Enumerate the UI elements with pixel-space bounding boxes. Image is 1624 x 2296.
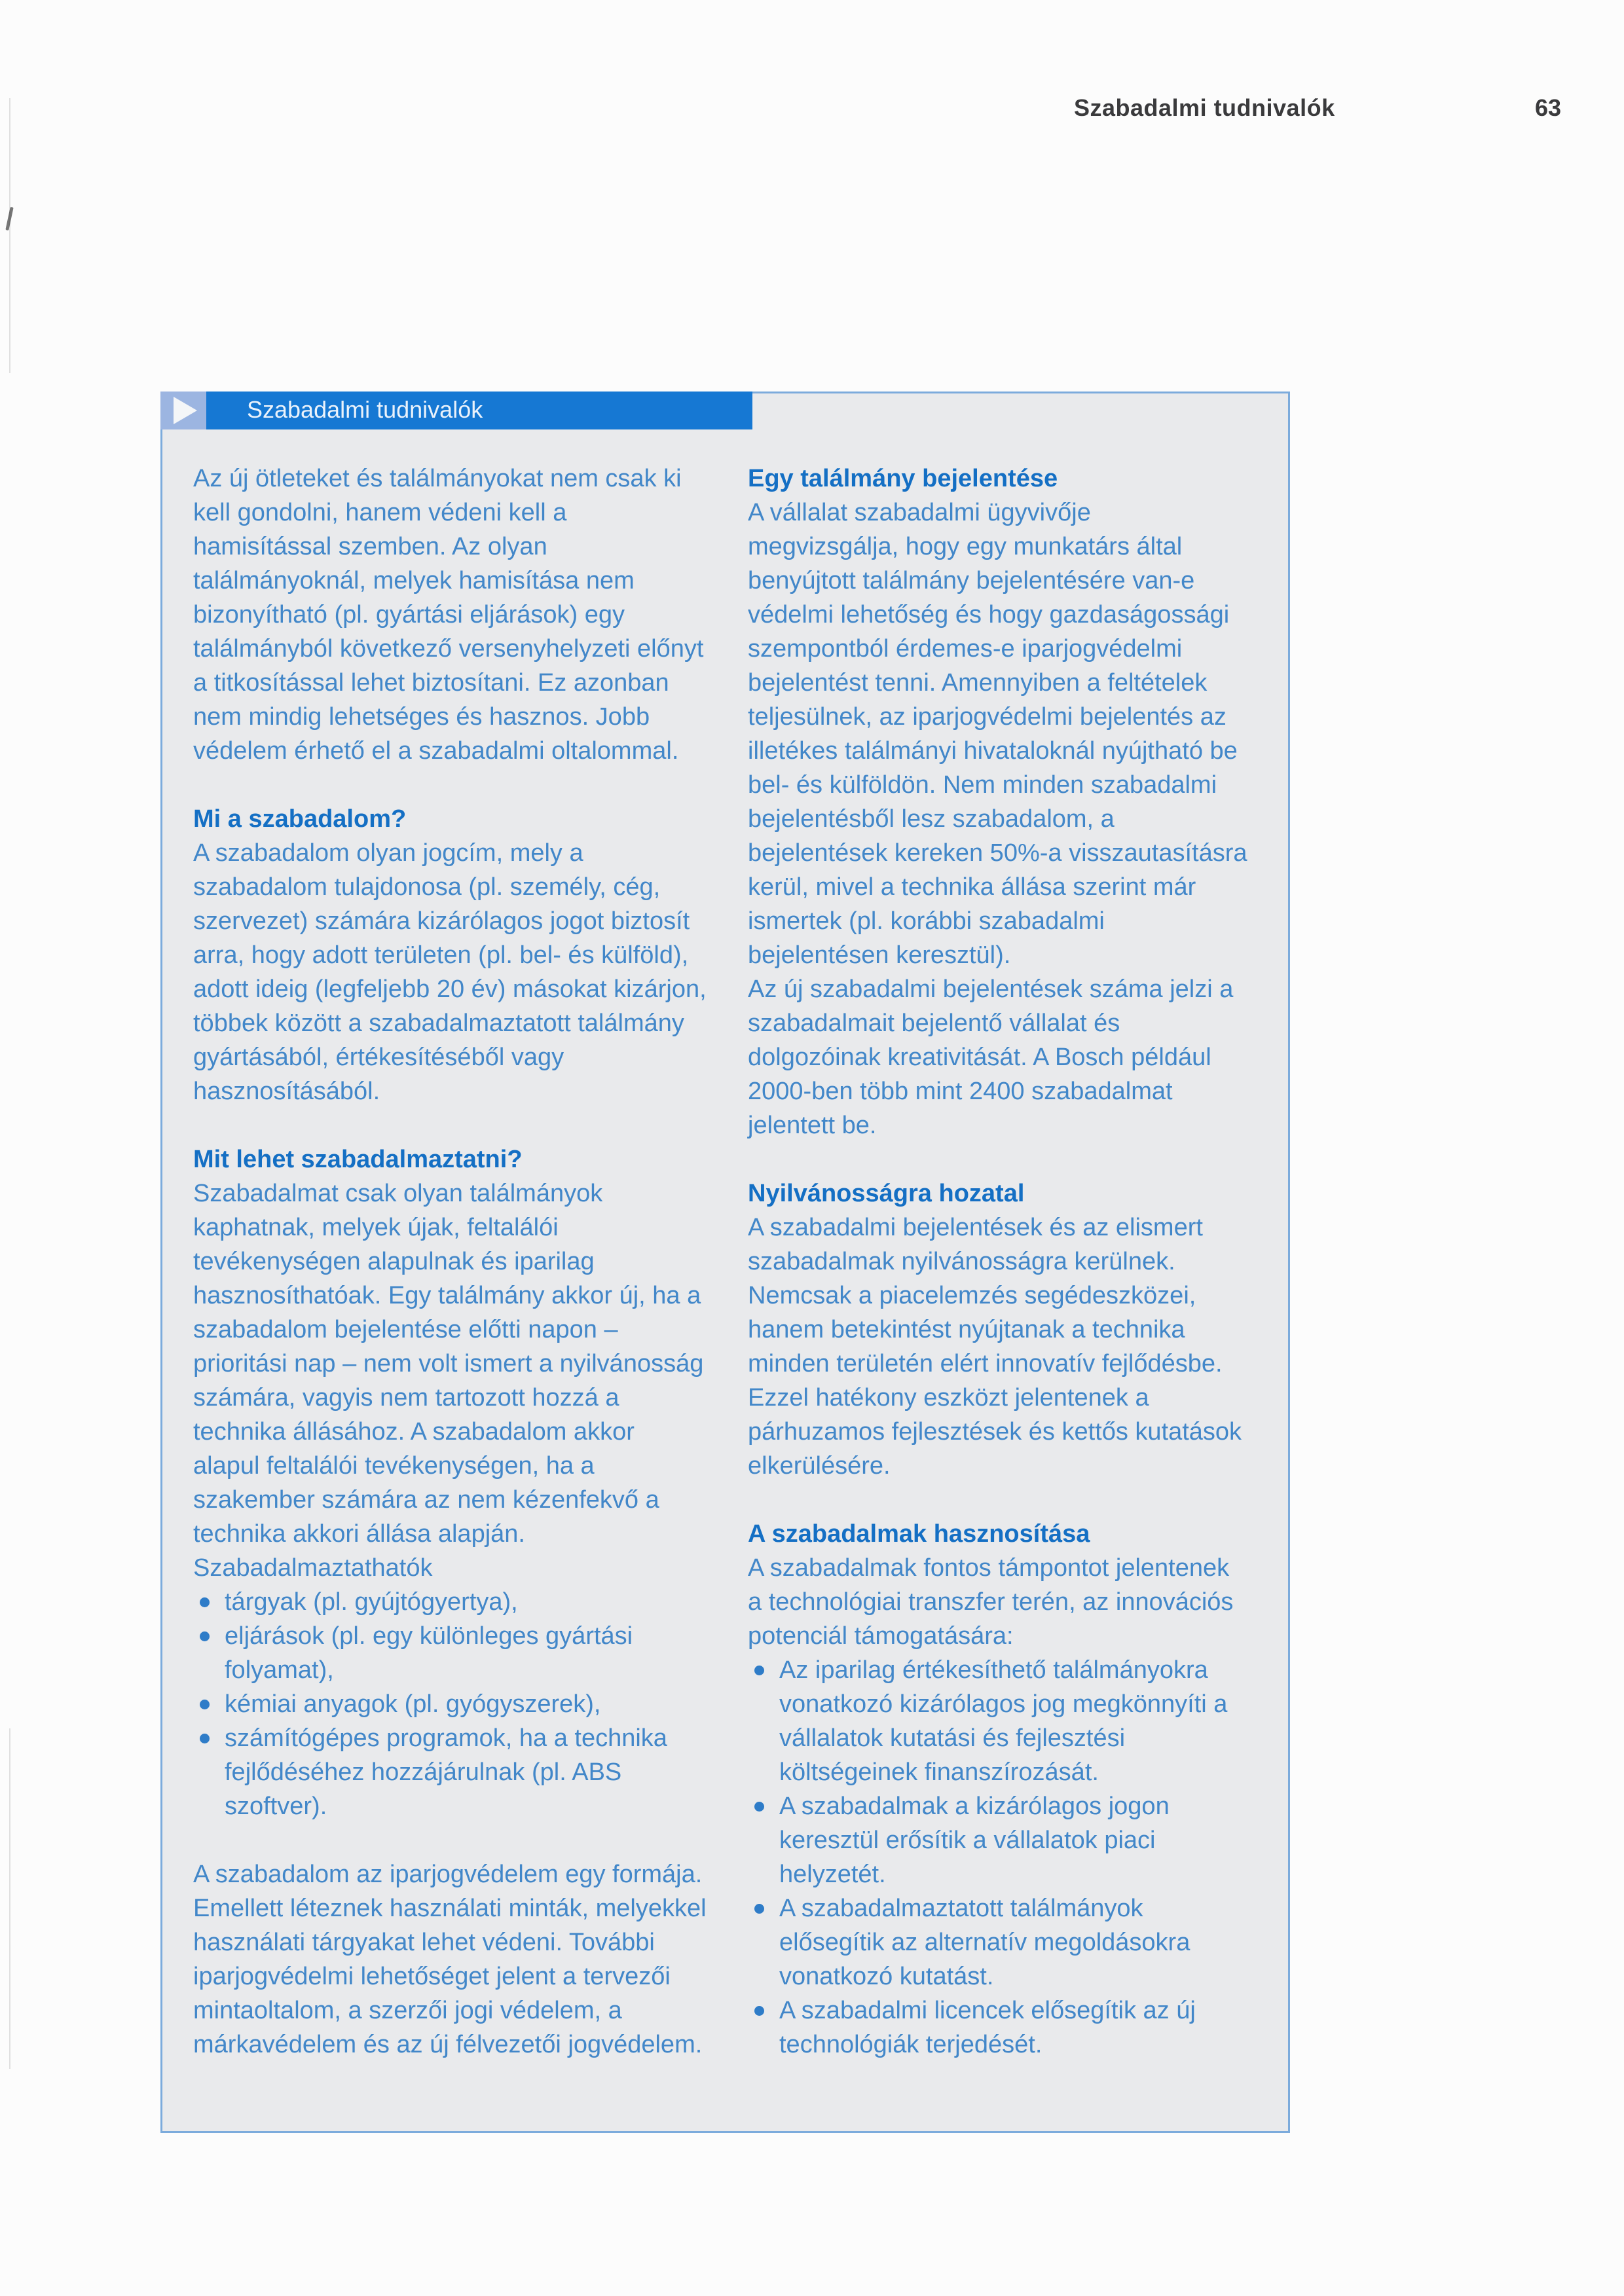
paragraph: A szabadalom olyan jogcím, mely a szabadalom tulajdonosa (pl. személy, cég, szervezet) számára kizárólagos jogot biztosít arra, hogy adott területen (pl. bel- és külföld), adott ideig (legfeljebb 20 év) másokat kizárjon, többek között a szabadalmaztatott találmány gyártásából, értékesítéséből vagy hasznosításából.: [193, 839, 707, 1105]
page-header-title: Szabadalmi tudnivalók: [1074, 94, 1335, 121]
bullet-item: számítógépes programok, ha a technika fejlődéséhez hozzájárulnak (pl. ABS szoftver).: [193, 1721, 707, 1823]
paragraph: Az új szabadalmi bejelentések száma jelzi a szabadalmait bejelentő vállalat és dolgozóinak kreativitását. A Bosch például 2000-ben több mint 2400 szabadalmat jelentett be.: [748, 975, 1234, 1139]
scan-artifact-line-bottom: [9, 1728, 10, 2069]
section-heading: Mi a szabadalom?: [193, 805, 407, 833]
section-heading: A szabadalmak hasznosítása: [748, 1520, 1090, 1548]
right-column: [748, 462, 1247, 2062]
paragraph: Szabadalmat csak olyan találmányok kaphatnak, melyek újak, feltalálói tevékenységen alapulnak és iparilag hasznosíthatóak. Egy találmány akkor új, ha a szabadalom bejelentése előtti napon – prioritási nap – nem volt ismert a nyilvánosság számára, vagyis nem tartozott hozzá a technika állásához. A szabadalom akkor alapul feltalálói tevékenységen, ha a szakember számára az nem kézenfekvő a technika akkori állása alapján.: [193, 1180, 704, 1548]
info-box-title: Szabadalmi tudnivalók: [206, 392, 752, 429]
bullet-list: [193, 1585, 707, 1823]
tab-arrow-box: [160, 392, 206, 429]
section-heading: Nyilvánosságra hozatal: [748, 1180, 1025, 1207]
bullet-item: A szabadalmak a kizárólagos jogon keresztül erősítik a vállalatok piaci helyzetét.: [748, 1789, 1247, 1891]
triangle-right-icon: [174, 397, 197, 424]
patent-info-box: [160, 392, 1290, 2133]
section-heading: Mit lehet szabadalmaztatni?: [193, 1146, 523, 1173]
section-heading: Egy találmány bejelentése: [748, 465, 1058, 492]
paragraph: Szabadalmaztathatók: [193, 1554, 433, 1582]
paragraph: A szabadalmi bejelentések és az elismert szabadalmak nyilvánosságra kerülnek. Nemcsak a piacelemzés segédeszközei, hanem betekintést nyújtanak a technika minden területén elért innovatív fejlődésbe. Ezzel hatékony eszközt jelentenek a párhuzamos fejlesztések és kettős kutatások elkerülésére.: [748, 1214, 1242, 1480]
paragraph: Az új ötleteket és találmányokat nem csak ki kell gondolni, hanem védeni kell a hamisítással szemben. Az olyan találmányoknál, melyek hamisítása nem bizonyítható (pl. gyártási eljárások) egy találmányból következő versenyhelyzeti előnyt a titkosítással lehet biztosítani. Ez azonban nem mindig lehetséges és hasznos. Jobb védelem érhető el a szabadalmi oltalommal.: [193, 465, 704, 765]
bullet-item: A szabadalmaztatott találmányok elősegítik az alternatív megoldásokra vonatkozó kutatást.: [748, 1891, 1247, 1994]
scan-artifact-line-top: [9, 98, 10, 373]
bullet-item: eljárások (pl. egy különleges gyártási folyamat),: [193, 1619, 707, 1687]
info-box-header: [160, 392, 752, 429]
page-number: 63: [1535, 94, 1562, 121]
bullet-list: [748, 1653, 1247, 2062]
text-columns: [193, 462, 1247, 2062]
paragraph: A szabadalom az iparjogvédelem egy formája. Emellett léteznek használati minták, melyekkel használati tárgyakat lehet védeni. További iparjogvédelmi lehetőséget jelent a tervezői mintaoltalom, a szerzői jogi védelem, a márkavédelem és az új félvezetői jogvédelem.: [193, 1861, 707, 2058]
bullet-item: tárgyak (pl. gyújtógyertya),: [193, 1585, 707, 1619]
bullet-item: A szabadalmi licencek elősegítik az új technológiák terjedését.: [748, 1994, 1247, 2062]
bullet-item: Az iparilag értékesíthető találmányokra vonatkozó kizárólagos jog megkönnyíti a vállalatok kutatási és fejlesztési költségeinek finanszírozását.: [748, 1653, 1247, 1789]
bullet-item: kémiai anyagok (pl. gyógyszerek),: [193, 1687, 707, 1721]
paragraph: A szabadalmak fontos támpontot jelentenek a technológiai transzfer terén, az innovációs potenciál támogatására:: [748, 1554, 1234, 1650]
left-column: [193, 462, 707, 2062]
paragraph: A vállalat szabadalmi ügyvivője megvizsgálja, hogy egy munkatárs által benyújtott találmány bejelentésére van-e védelmi lehetőség és hogy gazdaságossági szempontból érdemes-e iparjogvédelmi bejelentést tenni. Amennyiben a feltételek teljesülnek, az iparjogvédelmi bejelentés az illetékes találmányi hivataloknál nyújtható be bel- és külföldön. Nem minden szabadalmi bejelentésből lesz szabadalom, a bejelentések kereken 50%-a visszautasításra kerül, mivel a technika állása szerint már ismertek (pl. korábbi szabadalmi bejelentésen keresztül).: [748, 499, 1247, 969]
